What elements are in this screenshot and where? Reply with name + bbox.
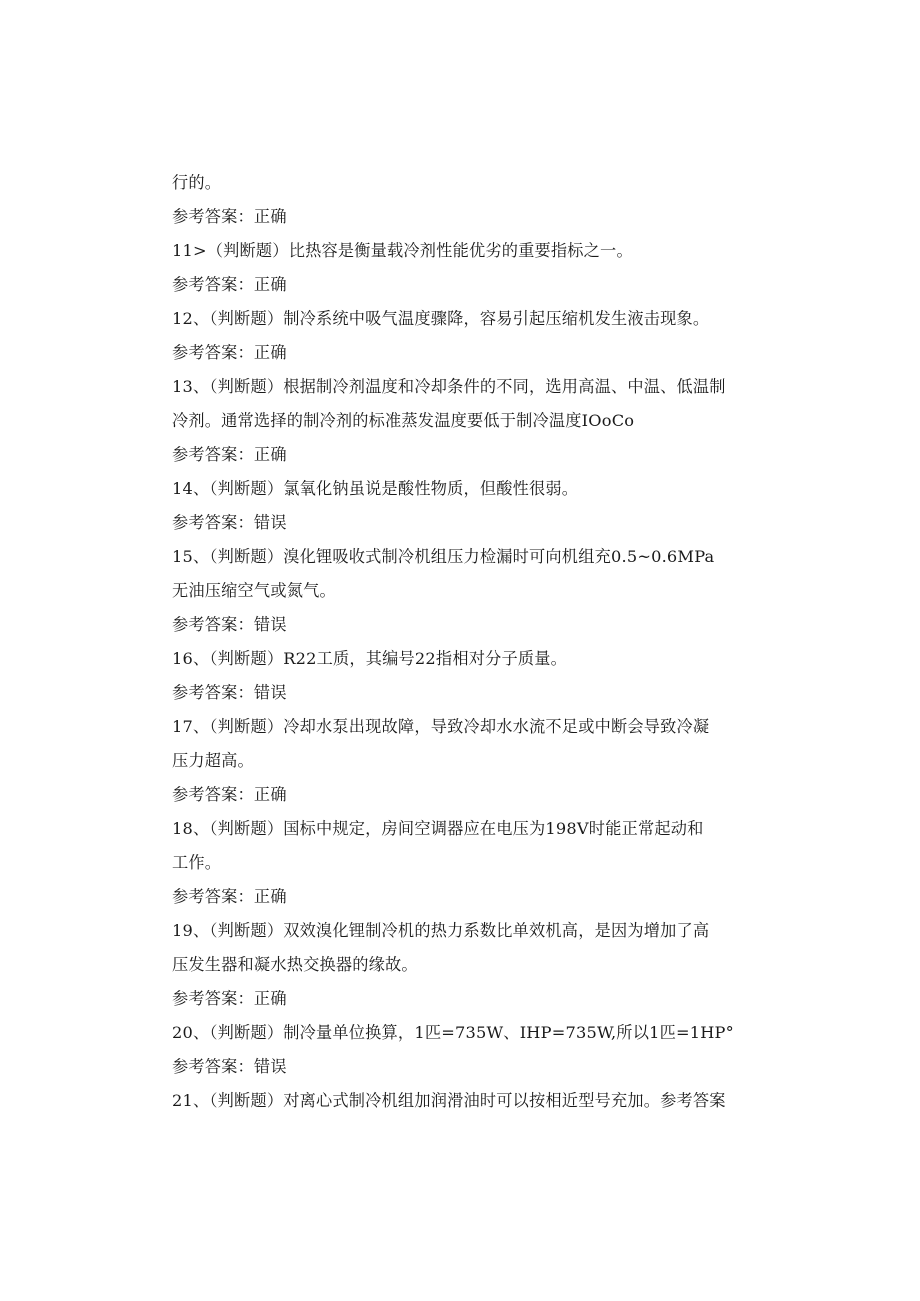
answer-line: 参考答案：错误 bbox=[172, 683, 287, 702]
answer-line: 参考答案：正确 bbox=[172, 275, 287, 294]
text-line-continuation: 行的。 bbox=[172, 173, 222, 192]
question-11: 11>（判断题）比热容是衡量载冷剂性能优劣的重要指标之一。 bbox=[172, 241, 633, 260]
question-13: 13、（判断题）根据制冷剂温度和冷却条件的不同，选用高温、中温、低温制 bbox=[172, 377, 726, 396]
question-16: 16、（判断题）R22工质，其编号22指相对分子质量。 bbox=[172, 649, 568, 668]
question-21: 21、（判断题）对离心式制冷机组加润滑油时可以按相近型号充加。参考答案 bbox=[172, 1091, 726, 1110]
question-17-continuation: 压力超高。 bbox=[172, 751, 254, 770]
answer-line: 参考答案：正确 bbox=[172, 343, 287, 362]
question-18-continuation: 工作。 bbox=[172, 853, 222, 872]
question-17: 17、（判断题）冷却水泵出现故障，导致冷却水水流不足或中断会导致冷凝 bbox=[172, 717, 710, 736]
answer-line: 参考答案：错误 bbox=[172, 513, 287, 532]
question-15-continuation: 无油压缩空气或氮气。 bbox=[172, 581, 336, 600]
question-20: 20、（判断题）制冷量单位换算，1匹=735W、IHP=735W,所以1匹=1HP° bbox=[172, 1023, 734, 1042]
answer-line: 参考答案：正确 bbox=[172, 887, 287, 906]
question-15: 15、（判断题）溴化锂吸收式制冷机组压力检漏时可向机组充0.5~0.6MPa bbox=[172, 547, 715, 566]
question-14: 14、（判断题）氯氧化钠虽说是酸性物质，但酸性很弱。 bbox=[172, 479, 579, 498]
answer-line: 参考答案：错误 bbox=[172, 615, 287, 634]
question-13-continuation: 冷剂。通常选择的制冷剂的标准蒸发温度要低于制冷温度IOoCo bbox=[172, 411, 635, 430]
question-12: 12、（判断题）制冷系统中吸气温度骤降，容易引起压缩机发生液击现象。 bbox=[172, 309, 710, 328]
question-18: 18、（判断题）国标中规定，房间空调器应在电压为198V时能正常起动和 bbox=[172, 819, 704, 838]
question-19: 19、（判断题）双效溴化锂制冷机的热力系数比单效机高，是因为增加了高 bbox=[172, 921, 710, 940]
answer-line: 参考答案：错误 bbox=[172, 1057, 287, 1076]
answer-line: 参考答案：正确 bbox=[172, 989, 287, 1008]
answer-line: 参考答案：正确 bbox=[172, 207, 287, 226]
answer-line: 参考答案：正确 bbox=[172, 445, 287, 464]
question-list bbox=[172, 166, 748, 1118]
question-19-continuation: 压发生器和凝水热交换器的缘故。 bbox=[172, 955, 418, 974]
answer-line: 参考答案：正确 bbox=[172, 785, 287, 804]
